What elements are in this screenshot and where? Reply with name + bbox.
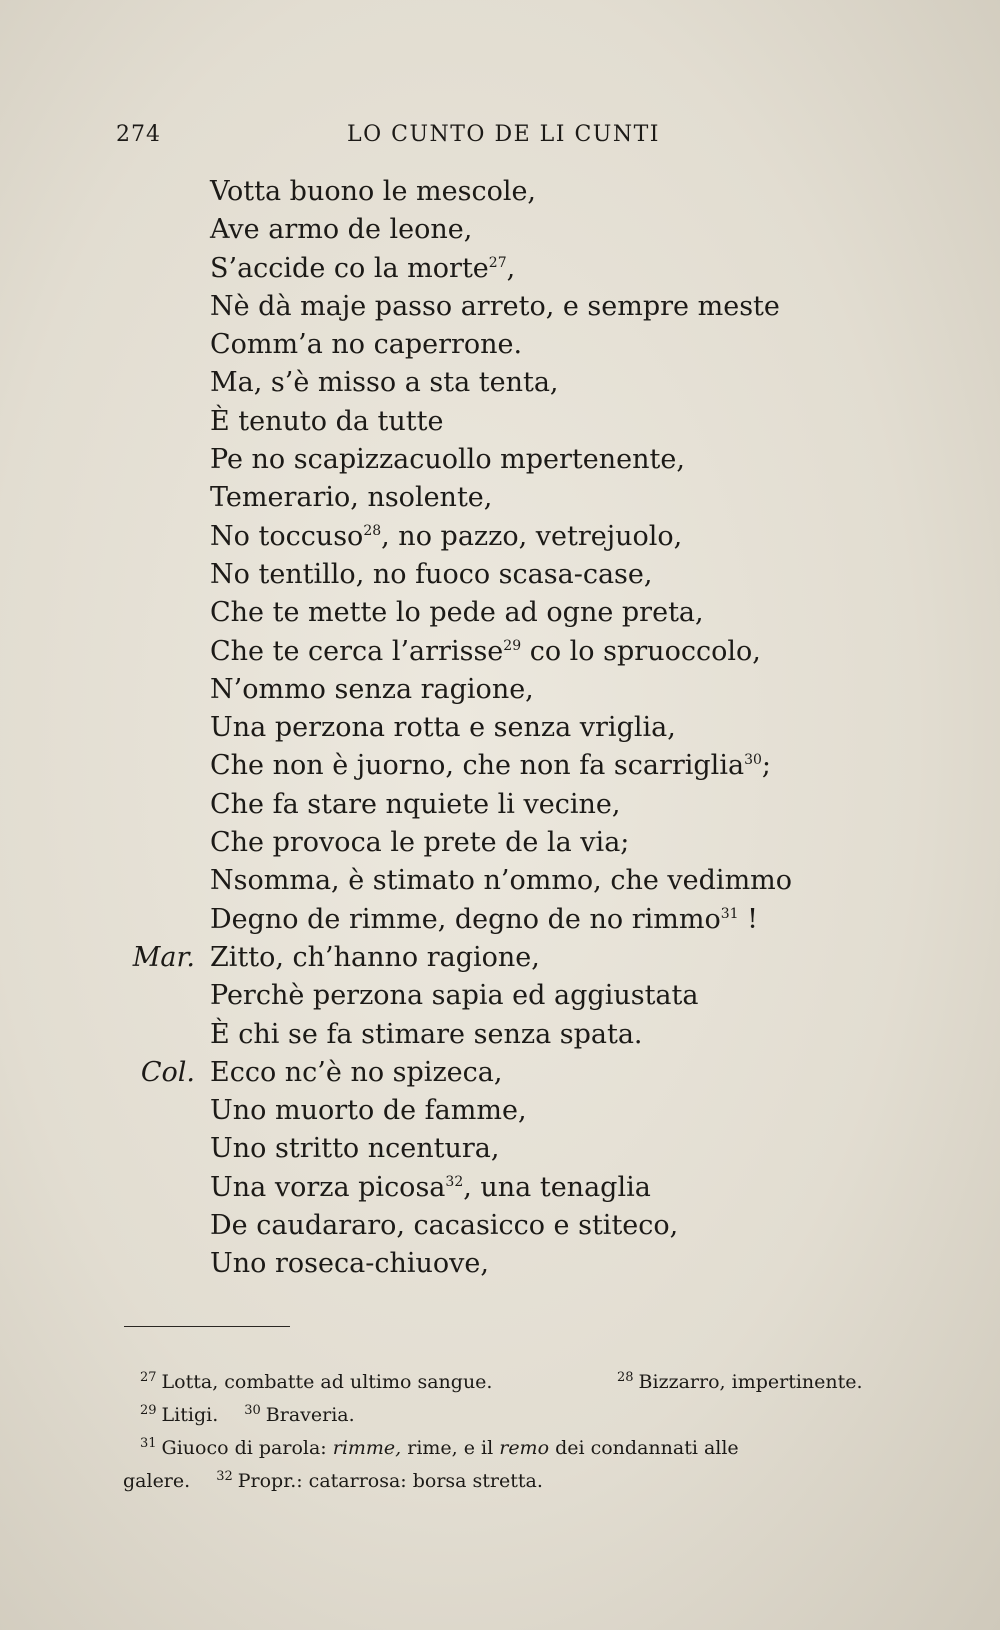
verse-text: Uno muorto de famme, bbox=[210, 1095, 527, 1127]
footnote-31-e: dei condannati alle bbox=[549, 1437, 739, 1459]
footnote-line bbox=[123, 1399, 913, 1432]
speaker-label: Col. bbox=[140, 1056, 195, 1088]
verse-text: Ave armo de leone, bbox=[210, 214, 473, 246]
verse-text: Zitto, ch’hanno ragione, bbox=[210, 941, 540, 973]
footnote-31-continuation: galere. bbox=[123, 1470, 191, 1492]
verse-text: Votta buono le mescole, bbox=[210, 176, 537, 207]
footnote-29: Litigi. bbox=[161, 1404, 219, 1426]
verse-text: Che te cerca l’arrisse bbox=[210, 635, 504, 667]
footnote-30: Braveria. bbox=[265, 1404, 355, 1426]
verse-line bbox=[210, 326, 970, 364]
footnotes bbox=[123, 1366, 913, 1498]
footnote-reference: 29 bbox=[503, 637, 522, 654]
verse-text: S’accide co la morte bbox=[210, 252, 489, 284]
footnote-reference: 32 bbox=[445, 1173, 464, 1190]
verse-line bbox=[132, 939, 970, 977]
verse-line bbox=[210, 824, 970, 862]
verse-line bbox=[210, 786, 970, 824]
footnote-reference: 31 bbox=[720, 905, 739, 922]
verse-line bbox=[210, 709, 970, 747]
verse-text: Che provoca le prete de la via; bbox=[210, 827, 630, 859]
verse-text: È chi se fa stimare senza spata. bbox=[210, 1018, 643, 1050]
verse-text: Ma, s’è misso a sta tenta, bbox=[210, 367, 559, 399]
footnote-number: 32 bbox=[216, 1468, 233, 1484]
verse-text: È tenuto da tutte bbox=[210, 405, 444, 437]
verse-text: Una vorza picosa bbox=[210, 1171, 446, 1203]
verse-line bbox=[210, 977, 970, 1015]
verse-block bbox=[132, 173, 970, 1284]
verse-line bbox=[210, 862, 970, 900]
verse-line bbox=[210, 556, 970, 594]
footnote-line bbox=[123, 1366, 913, 1399]
footnote-number: 27 bbox=[140, 1369, 157, 1385]
page-header bbox=[116, 122, 676, 158]
footnote-31-a: Giuoco di parola: bbox=[161, 1437, 333, 1459]
verse-line bbox=[210, 633, 970, 671]
verse-text: Che non è juorno, che non fa scarriglia bbox=[210, 750, 745, 782]
speaker-label: Mar. bbox=[132, 941, 195, 973]
footnote-number: 29 bbox=[140, 1402, 157, 1418]
verse-line bbox=[210, 1245, 970, 1283]
verse-text: Comm’a no caperrone. bbox=[210, 329, 523, 361]
verse-text: ! bbox=[738, 903, 758, 935]
verse-line bbox=[210, 250, 970, 288]
footnote-rule bbox=[124, 1326, 290, 1327]
verse-text: , bbox=[506, 252, 516, 284]
footnote-reference: 30 bbox=[744, 752, 762, 769]
verse-text: Che te mette lo pede ad ogne preta, bbox=[210, 597, 704, 629]
verse-line bbox=[210, 288, 970, 326]
verse-text: Una perzona rotta e senza vriglia, bbox=[210, 712, 676, 744]
verse-line bbox=[210, 441, 970, 479]
verse-text: Degno de rimme, degno de no rimmo bbox=[210, 903, 721, 935]
running-title: LO CUNTO DE LI CUNTI bbox=[347, 122, 660, 147]
verse-line bbox=[210, 1130, 970, 1168]
verse-text: Uno stritto ncentura, bbox=[210, 1133, 500, 1165]
footnote-reference: 28 bbox=[363, 522, 382, 539]
verse-line bbox=[140, 1054, 970, 1092]
footnote-number: 30 bbox=[244, 1402, 261, 1418]
verse-line bbox=[210, 747, 970, 785]
verse-text: , una tenaglia bbox=[463, 1171, 651, 1203]
verse-text: Pe no scapizzacuollo mpertenente, bbox=[210, 444, 685, 476]
footnote-32: Propr.: catarrosa: borsa stretta. bbox=[237, 1470, 543, 1492]
verse-text: Nsomma, è stimato n’ommo, che vedimmo bbox=[210, 865, 793, 897]
verse-line bbox=[210, 1169, 970, 1207]
footnote-reference: 27 bbox=[488, 254, 507, 271]
verse-text: Nè dà maje passo arreto, e sempre meste bbox=[210, 290, 780, 322]
verse-line bbox=[210, 1092, 970, 1130]
footnote-31-d: remo bbox=[499, 1437, 550, 1459]
footnote-number: 28 bbox=[617, 1369, 634, 1385]
verse-text: Uno roseca-chiuove, bbox=[210, 1248, 489, 1280]
footnote-28: Bizzarro, impertinente. bbox=[638, 1371, 863, 1393]
verse-text: Che fa stare nquiete li vecine, bbox=[210, 788, 621, 820]
verse-text: , no pazzo, vetrejuolo, bbox=[381, 520, 683, 552]
footnote-number: 31 bbox=[140, 1435, 157, 1451]
footnote-31-c: rime, e il bbox=[401, 1437, 500, 1459]
verse-text: co lo spruoccolo, bbox=[521, 635, 761, 667]
footnote-31-b: rimme, bbox=[332, 1437, 402, 1459]
verse-text: Temerario, nsolente, bbox=[210, 482, 493, 514]
footnote-line bbox=[123, 1432, 913, 1465]
verse-text: Perchè perzona sapia ed aggiustata bbox=[210, 980, 699, 1012]
verse-text: ; bbox=[761, 750, 771, 782]
verse-line bbox=[210, 594, 970, 632]
footnote-line bbox=[123, 1465, 913, 1498]
verse-text: No tentillo, no fuoco scasa-case, bbox=[210, 558, 653, 590]
verse-text: De caudararo, cacasicco e stiteco, bbox=[210, 1210, 679, 1242]
verse-text: N’ommo senza ragione, bbox=[210, 673, 534, 705]
footnote-27: Lotta, combatte ad ultimo sangue. bbox=[161, 1371, 493, 1393]
verse-text: No toccuso bbox=[210, 520, 364, 552]
verse-line bbox=[210, 1207, 970, 1245]
verse-line bbox=[210, 403, 970, 441]
verse-line bbox=[210, 901, 970, 939]
verse-line bbox=[210, 211, 970, 249]
verse-line bbox=[210, 518, 970, 556]
verse-line bbox=[210, 479, 970, 517]
verse-line bbox=[210, 364, 970, 402]
verse-line bbox=[210, 1016, 970, 1054]
verse-text: Ecco nc’è no spizeca, bbox=[210, 1056, 503, 1088]
verse-line bbox=[210, 173, 970, 211]
page-number: 274 bbox=[116, 122, 161, 147]
verse-line bbox=[210, 671, 970, 709]
